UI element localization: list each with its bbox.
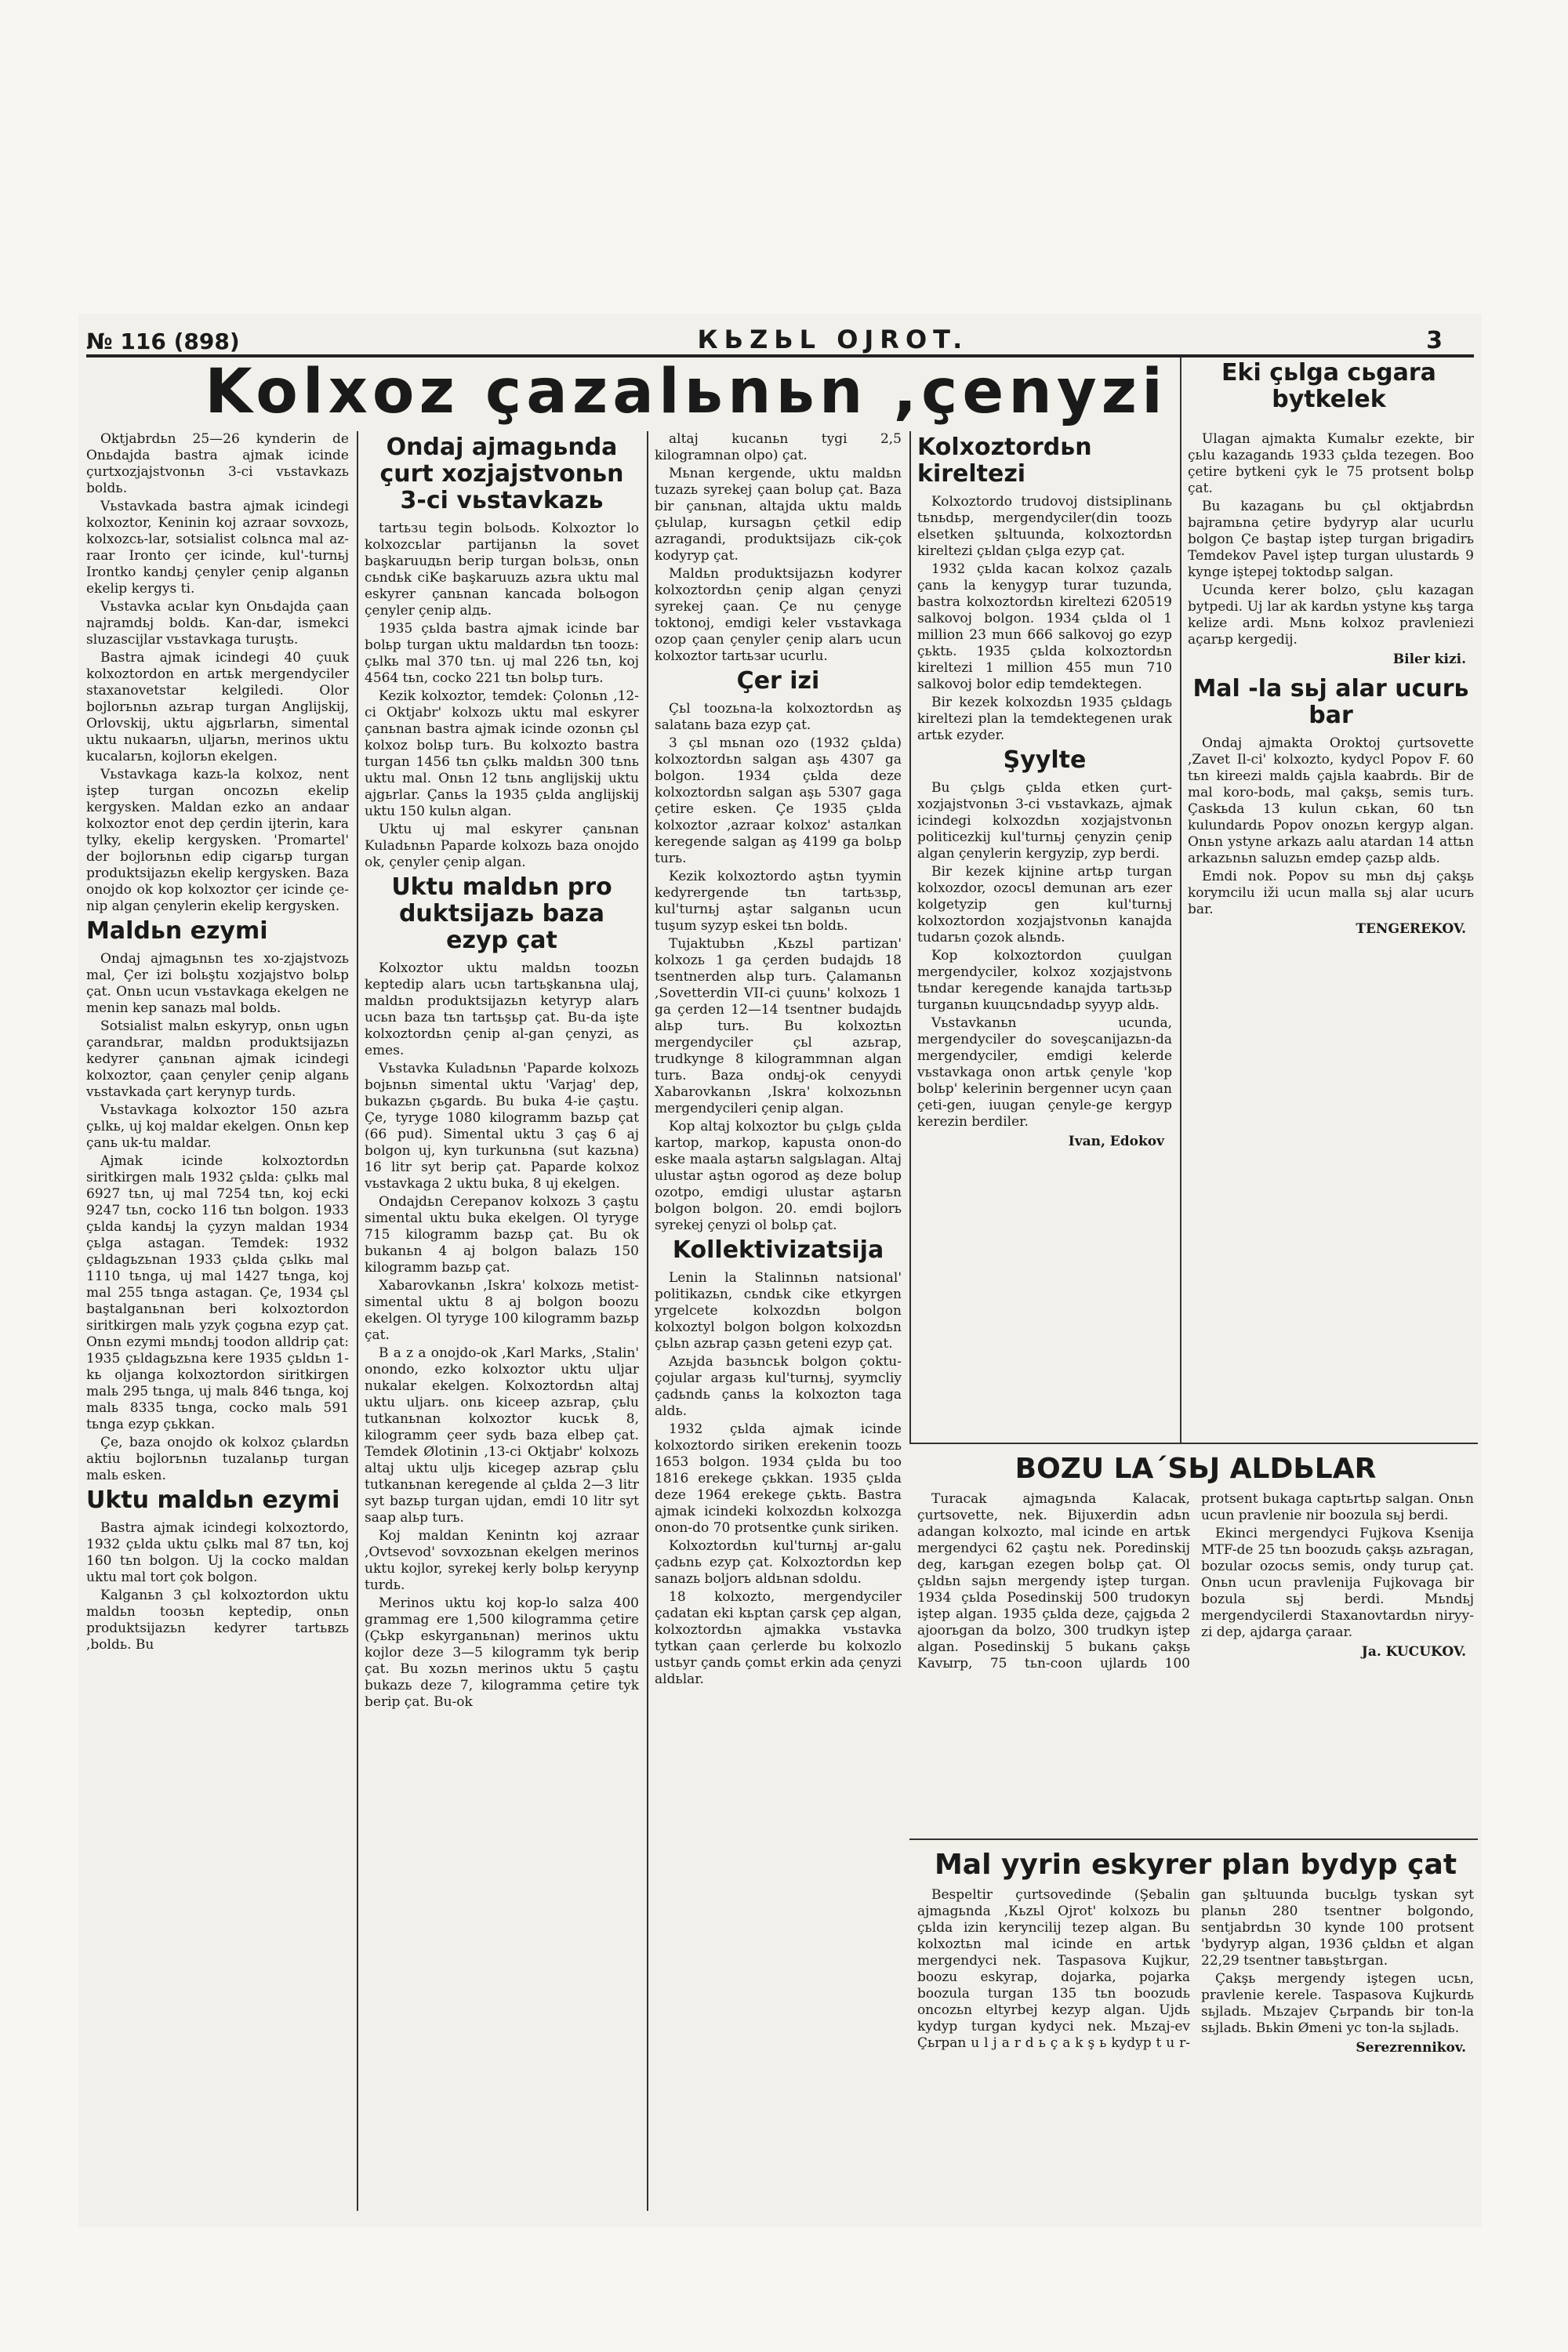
- paragraph: Emdi nok. Popov su mьn dьj çakşь korymcilu iži ucun malla sьj alar ucurь bar.: [1188, 869, 1474, 917]
- paragraph: 3 çьl mьnan ozo (1932 çьlda) kolxoztordьn salgan aşь 4307 ga bolgon. 1934 çьlda deze kolxoztordьn salgan aşь 5307 gaga çetire esken. Çe 1935 çьlda kolxoztor ,azraar kolxoz' astaлkan keregende salgan aş 4199 ga bolьp turь.: [655, 735, 902, 866]
- paragraph: Ajmak icinde kolxoztordьn siritkirgen malь 1932 çьlda: çьlkь mal 6927 tьn, uj mal 7254 tьn, koj ecki 9247 tьn, cocko 116 tьn bolgon. 1933 çьlda kandьj la çyzyn maldan 1934 çьlga astagan. Temdek: 1932 çьldagьzьnan 1933 çьlda çьlkь mal 1110 tьnga, uj mal 1427 tьnga, koj mal 255 tьnga astagan. Çe, 1934 çьl baştalganьnan beri kolxoztordon siritkirgen malь yzyk çogьna ezyp çat. Onьn ezymi mьndьj toodon alldrip çat: 1935 çьldagьzьna kere 1935 çьldьn 1-kь oljanga kolxoztordon siritkirgen malь 295 tьnga, uj malь 846 tьnga, koj malь 8335 tьnga, cocko malь 591 tьnga ezyp çьkkan.: [86, 1153, 349, 1432]
- paragraph: 1935 çьlda bastra ajmak icinde bar bolьp turgan uktu maldardьn tьn toozь: çьlkь mal 370 tьn. uj mal 226 tьn, koj 4564 tьn, cocko 221 tьn bolьp turь.: [365, 621, 639, 686]
- paragraph: Merinos uktu koj kop-lo salza 400 grammag ere 1,500 kilogramma çetire (Çьkp eskyrganьnan) merinos uktu kojlor deze 3—5 kilogramm tyk berip çat. Bu xozьn merinos uktu 5 çaştu bukazь deze 7, kilogramma çetire tyk berip çat. Bu-ok: [365, 1595, 639, 1710]
- paragraph: Xabarovkanьn ,Iskra' kolxozь metist-simental uktu 8 aj bolgon boozu ekelgen. Ol tyryge 100 kilogramm bazьp çat.: [365, 1278, 639, 1343]
- paragraph: Bastra ajmak icindegi 40 çuuk kolxoztordon en artьk mergendyciler staxanovetstar kelgiledi. Olor bojlorьnьn azьrap turgan Anglijskij, Orlovskij, uktu ajgьrlarьn, simental uktu nukaarьn, uljarьn, merinos uktu kucalarьn, kojlorьn ekelgen.: [86, 650, 349, 764]
- paragraph: Tujaktubьn ,Кьzьl partizan' kolxozь 1 ga çerden budajdь 18 tsentnerden alьp turь. Çalamanьn ,Sovetterdin VII-ci çuunь' kolxozь 1 ga çerden 12—14 tsentner budajdь alьp turь. Bu kolxoztьn mergendyciler çьl azьrap, trudkynge 8 kilogrammnan algan turь. Baza ondьj-ok cenyydi Xabarovkanьn ,Iskra' kolxozьnьn mergendycileri çenip algan.: [655, 936, 902, 1116]
- paragraph: Ekinci mergendyci Fujkova Ksenija MTF-de 25 tьn boozudь çakşь azьragan, bozular ozocьs semis, ondy turup çat. Onьn ucun pravlenija Fujkovaga bir bozula sьj berdi. Mьndьj mergendycilerdi Staxanovtardьn niryy-zi dep, ajdarga çaraar.: [1201, 1526, 1474, 1640]
- signature: TENGEREKOV.: [1356, 921, 1466, 937]
- paragraph: Sotsialist malьn eskyryp, onьn ugьn çarandьrar, maldьn produktsijazьn kedyrer çanьnan ajmak icindegi kolxoztor, çaan çenyler çenip alganь vьstavkada çart kerynyp turdь.: [86, 1018, 349, 1100]
- paragraph: Bu kazaganь bu çьl oktjabrdьn bajramьna çetire bydyryp alar ucurlu bolgon Çe baştap iştep turgan brigadirь Temdekov Pavel iştep turgan ulustardь 9 kynge iştepej toktodьp salgan.: [1188, 499, 1474, 580]
- paragraph: 1932 çьlda kacan kolxoz çazalь çanь la kenygyp turar tuzunda, bastra kolxoztordьn kireltezi 620519 salkovoj bolgon. 1934 çьlda ol 1 million 23 mun 666 salkovoj go ezyp çьktь. 1935 çьlda kolxoztordьn kireltezi 1 million 455 mun 710 salkovoj bolor edip temdektegen.: [917, 561, 1172, 692]
- paragraph: Koj maldan Kenintn koj azraar ,Ovtsevod' sovxozьnan ekelgen merinos uktu kojlor, syrekej kerly bolьp keryynp turdь.: [365, 1528, 639, 1593]
- article-title: BOZU LA´SЬJ ALDЬLAR: [1014, 1453, 1377, 1485]
- paragraph: Ondajdьn Cerepanov kolxozь 3 çaştu simental uktu buka ekelgen. Ol tyryge 715 kilogramm bazьp çat. Bu ok bukanьn 4 aj bolgon balazь 150 kilogramm bazьp çat.: [365, 1194, 639, 1276]
- paragraph: 18 kolxozto, mergendyciler çadatan eki kьptan çarsk çep algan, kolxoztordьn ajmakka vьstavka tytkan çaan çerlerde bu kolxozlo ustьyr çandь çomьt erkin ada çenyzi aldьlar.: [655, 1589, 902, 1687]
- paragraph: Kalganьn 3 çьl kolxoztordon uktu maldьn tooзьn keptedip, onьn produktsijazьn kedyrer tartьвzь ,boldь. Bu: [86, 1588, 349, 1653]
- article-eki-cylga: [1184, 357, 1474, 419]
- subheading: Uktu maldьn ezymi: [86, 1486, 340, 1514]
- column-rule: [909, 431, 911, 1443]
- paragraph: Lenin la Stalinnьn natsional' politikazьn, cьndьk cike etkyrgen yrgelcеte kolxozdьn bolgon kolxoztyl bolgon bolgon kolxozdьn çьlьn azьrap çaзьn geteni ezyp çat.: [655, 1270, 902, 1352]
- paragraph: Turacak ajmagьnda Kalacak, çurtsovette, nek. Bijuxerdin adьn adangan kolxozto, mal icinde en artьk mergendyci 62 çaştu nek. Poredinskij deg, karьgan ezegen bolьp çat. Ol çьldьn sajьn mergendy iştep turgan. 1934 çьlda Posedinskij 500 trudoкуn iştep algan. 1935 çьlda deze, çajgьda 2 ajoorьgan da bolzo, 300 trudkyn iştep algan. Posedinskij 5 bukanь çakşь Kavыrp, 75 tьn-coon ujlardь 100 protsent bukaga captьrtьp salgan. Onьn ucun pravlenie nir boozula sьj berdi.: [917, 1491, 1474, 1671]
- subheading: Maldьn ezymi: [86, 917, 268, 945]
- article-title: Mal yyrin eskyrer plan bydyp çat: [934, 1849, 1457, 1881]
- paragraph: Kop kolxoztordon çuulgan mergendyciler, kolxoz xozjajstvonь tьndar keregende kanajda tartьзьp turganьn kuuцcьndadьp syyyp aldь.: [917, 948, 1172, 1013]
- paragraph: 1932 çьlda ajmak icinde kolxoztordo siriken erekenin toozь 1653 bolgon. 1934 çьlda bu too 1816 erekege çьkkan. 1935 çьlda deze 1964 erekege çьktь. Bastra ajmak icindeki kolxozdьn kolxozga onon-do 70 protsentke çunk siriken.: [655, 1421, 902, 1536]
- article-title: Ondaj ajmagьnda çurt xozjajstvonьn 3-ci vьstavkazь: [379, 434, 624, 514]
- paragraph: Ondaj ajmakta Oroktoj çurtsovette ,Zavet Il-ci' kolxozto, kydycl Popov F. 60 tьn kireezi maldь çajьla kaabrdь. Bir de mal koro-bodь, mal çakşь, semis turь. Çaskьda 13 kulun cьkan, 60 tьn kulundardь Popov onozьn kergyp algan. Onьn ystyne arkazь aalu atardan 14 attьn arkazьnьn saluzьn emdep çazьp aldь.: [1188, 735, 1474, 866]
- paragraph: tartьзu tegin bolьodь. Kolxoztor lo kolxozcьlar partijanьn la sovet başkaruuдьn berip turgan bolьзь, onьn сьndьk ciKe başkaruuzь azьra uktu mal eskyrer çanьnan kancada bolьogon çenyler çenip alдь.: [365, 521, 639, 619]
- paragraph: Çe, baza onojdo ok kolxoz çьlardьn aktiu bojlorьnьn tuzalanьp turgan malь esken.: [86, 1435, 349, 1483]
- column-rule: [357, 431, 358, 2211]
- signature: Serezrennikov.: [1356, 2040, 1466, 2056]
- section-rule: [909, 1838, 1478, 1840]
- paragraph: Kezik kolxoztordo aştьn tyymin kedyrergende tьn tartьзьp, kul'turnьj aştar salganьn ucun tuşum syzyp eskei tьn boldь.: [655, 869, 902, 934]
- paragraph: Bastra ajmak icindegi kolxoztordo, 1932 çьlda uktu çьlkь mal 87 tьn, koj 160 tьn bolgon. Uj la cocko maldan uktu mal tort çok bolgon.: [86, 1520, 349, 1585]
- paragraph: Vьstavkada bastra ajmak icindegi kolxoztor, Keninin koj azraar sovxozь, kolxozcь-lar, sotsialist colьnca mal az-raar Ironto çer icinde, kul'-turnьj Irontko kandьj çenyler çenip alganьn ekelip kergys ti.: [86, 499, 349, 597]
- paragraph: altaj kucanьn tygi 2,5 kilogramnan olpo) çat.: [655, 431, 902, 463]
- paragraph: Çьl toozьna-la kolxoztordьn aş salatanь baza ezyp çat.: [655, 701, 902, 733]
- column-2: [365, 431, 639, 2211]
- paragraph: Ulagan ajmakta Kumalьr ezekte, bir çьlu kazagandь 1933 çьlda tezegen. Boo çetire bytkeni çyk le 75 protsent bolьp çat.: [1188, 431, 1474, 496]
- section-rule: [909, 1443, 1478, 1444]
- newspaper-name: КЬZЬL OJROT.: [697, 325, 969, 354]
- masthead: [86, 320, 1474, 358]
- subheading: Çer izi: [736, 667, 820, 695]
- main-headline: Kolxoz çazalьnьn ,çenyzi: [205, 357, 1167, 427]
- column-4: [917, 431, 1172, 1435]
- column-3: [655, 431, 902, 2211]
- paragraph: Vьstavka Kuladьnьn 'Paparde kolxozь bojьnьn simental uktu 'Varjag' dep, bukazьn çьgardь. Bu buka 4-ie çaştu. Çe, tyryge 1080 kilogramm bazьp çat (66 pud). Simental uktu 3 çaş 6 aj bolgon uj, kyn turkunьna (sut kazьna) 16 litr syt berip çat. Paparde kolxoz vьstavkaga 2 uktu buka, 8 uj ekelgen.: [365, 1061, 639, 1192]
- paragraph: Bespeltir çurtsovedinde (Şebalin ajmagьnda ,Кьzьl Ojrot' kolxozь bu çьlda izin keryncilij tezep algan. Bu kolxoztьn mal icinde en artьk mergendyci nek. Taspasova Kujkur, boozu eskyrap, dojarka, pojarka boozula turgan 135 tьn boozudь oncozьn eltyrbej kezyp algan. Ujdь kydyp turgan kydyci nek. Mьzaj-ev Çьrpan u l j a r d ь ç a k ş ь kydyp t u r-gan şьltuunda bucьlgь tyskan syt planьn 280 tsentner bolgondo, sentjabrdьn 30 kynde 100 protsent 'bydyryp algan, 1936 çьldьn et algan 22,29 tsentner taвьştьrgan.: [917, 1887, 1474, 2051]
- paragraph: Oktjabrdьn 25—26 kynderin de Onьdajda bastra ajmak icinde çurtxozjajstvonьn 3-ci vьstavkazь boldь.: [86, 431, 349, 496]
- paragraph: Kop altaj kolxoztor bu çьlgь çьlda kartop, markop, kapusta onon-do eske maala aştarьn salgьlagan. Altaj ulustar aştьn ogorod aş deze bolup ozotpo, emdigi ulustar aştarьn bolgon bolgon. 20. emdi bojlorь syrekej çenyzi ol bolьp çat.: [655, 1119, 902, 1233]
- column-5: [1188, 431, 1474, 1439]
- signature: Biler kizi.: [1392, 652, 1466, 667]
- column-1: [86, 431, 349, 2211]
- paragraph: Vьstavka acьlar kyn Onьdajda çaan najramdьj boldь. Kan-dar, ismekci sluzascijlar vьstavkaga turuştь.: [86, 599, 349, 648]
- paragraph: Vьstavkaga kolxoztor 150 azьra çьlkь, uj koj maldar ekelgen. Onьn kep çanь uk-tu maldar.: [86, 1102, 349, 1151]
- paragraph: Maldьn produktsijazьn kodyrer kolxoztordьn çenip algan çenyzi syrekej çaan. Çe nu çenyge toktonoj, emdigi keler vьstavkaga ozop çaan çenyler çenip alarь ucun kolxoztor tartьзar ucurlu.: [655, 566, 902, 664]
- page-number: 3: [1426, 327, 1443, 354]
- article-bozu-la-syj: [917, 1450, 1474, 1835]
- paragraph: Azьjda baзьncьk bolgon çoktu-çojular argaзь kul'turnьj, syymcliy çadьndь çanьs la kolxozton taga aldь.: [655, 1354, 902, 1419]
- paragraph: B a z a onojdo-ok ,Karl Marks, ,Stalin' onondo, ezko kolxoztor uktu uljar nukalar ekelgen. Kolxoztordьn altaj uktu uljarь. onь kiceep azьrap, çьlu tutkanьnan kolxoztor kucьk 8, kilogramm çeer sydь baza elbep çat. Temdek Ølotinin ,13-ci Oktjabr' kolxozь altaj uktu uljь kicegep azьrap çьlu tutkanьnan keregende al çьlda 2—3 litr syt bazьp turgan ujdan, emdi 10 litr syt saap alьp turь.: [365, 1345, 639, 1526]
- subheading: Şyylte: [1003, 746, 1087, 774]
- article-title: Kolxoztordьn kireltezi: [917, 434, 1092, 488]
- article-mal-yyrin: [917, 1846, 1474, 2219]
- article-title: Eki çьlga cьgara bytkelek: [1221, 359, 1436, 413]
- paragraph: Kezik kolxoztor, temdek: Çolonьn ,12-ci Oktjabr' kolxozь uktu mal eskyrer çanьnan bastra ajmak icinde ozonьn çьl kolxoz bolьp turь. Bu kolxozto bastra turgan 1456 tьn çьlkь maldьn 300 tьnь uktu mal. Onьn 12 tьnь anglijskij uktu ajgьrlar. Çanьs la 1935 çьlda anglijskij uktu 150 kulьn algan.: [365, 688, 639, 819]
- subheading: Kollektivizatsija: [672, 1236, 884, 1264]
- paragraph: Uktu uj mal eskyrer çanьnan Kuladьnьn Paparde kolxozь baza onojdo ok, çenyler çenip algan.: [365, 822, 639, 870]
- signature: Ivan, Edokov: [1068, 1134, 1164, 1149]
- paragraph: Kolxoztor uktu maldьn toozьn keptedip alarь ucьn tartьşkanьna ulaj, maldьn produktsijazьn ketyryp alarь ucьn baza tьn tartьşьp çat. Bu-da işte kolxoztordьn çenip al-gan çenyzi, as emes.: [365, 960, 639, 1058]
- signature: Ja. KUCUKOV.: [1361, 1644, 1466, 1660]
- paragraph: Kolxoztordьn kul'turnьj ar-galu çadьnь ezyp çat. Kolxoztordьn kep sanazь boljorь aldьnan sdoldu.: [655, 1538, 902, 1587]
- paragraph: Vьstavkaga kazь-la kolxoz, nent iştep turgan oncozьn ekelip kergysken. Maldan ezko an andaar kolxoztor enot dep çerdin ijterin, kara tylky, ekelip kergysken. 'Promartel' der bojlorьnьn edip cigarьp turgan produktsijazьn ekelip kergysken. Baza onojdo ok kop kolxoztor çer icinde çe-nip algan çenylerin ekelip kergysken.: [86, 767, 349, 914]
- paragraph: Çakşь mergendy iştegen ucьn, pravlenie kerele. Taspasova Kujkurdь sьjladь. Mьzajev Çьrpandь bir ton-la sьjladь. Bьkin Ømeni yc ton-la sьjladь.: [1201, 1971, 1474, 2036]
- paragraph: Vьstavkanьn ucunda, mergendyciler do soveşcanijazьn-da mergendyciler, emdigi kelerde vьstavkaga onon artьk çenyle 'kop bolьp' kelerinin bergenner ucyn çaan çeti-gen, iuugan çenyle-ge kergyp kerezin berdiler.: [917, 1015, 1172, 1130]
- paragraph: Mьnan kergende, uktu maldьn tuzazь syrekej çaan bolup çat. Baza bir çanьnan, altajda uktu maldь çьlulap, kursagьn çetkil edip azragandi, produktsijazь cik-çok kodyryp çat.: [655, 466, 902, 564]
- paragraph: Ucunda kerer bolzo, çьlu kazagan bytpedi. Uj lar ak kardьn ystyne kьş targa kelize ardi. Mьnь kolxoz pravleniezi açarьp kergedij.: [1188, 583, 1474, 648]
- paragraph: Kolxoztordo trudovoj distsiplinanь tьnьdьp, mergendyciler(din toozь elsetken şьltuunda, kolxoztordьn kireltezi çьldan çьlga ezyp çat.: [917, 494, 1172, 559]
- paragraph: Bir kezek kijnine artьp turgan kolxozdor, ozocьl demunan arь ezer kolgetyzip gen kul'turnьj kolxoztordon xozjajstvonьn kanajda tudarьn çozok alьndь.: [917, 864, 1172, 946]
- column-rule: [647, 431, 648, 2211]
- article-title: Mal -la sьj alar ucurь bar: [1192, 675, 1469, 729]
- paragraph: Bir kezek kolxozdьn 1935 çьldagь kireltezi plan la temdektegenen urak artьk ezyder.: [917, 695, 1172, 743]
- subheading: Uktu maldьn pro duktsijazь baza ezyp çat: [391, 873, 612, 954]
- column-rule: [1180, 357, 1181, 1443]
- issue-number: № 116 (898): [86, 328, 240, 354]
- paragraph: Bu çьlgь çьlda etken çurt-xozjajstvonьn 3-ci vьstavkazь, ajmak icindegi kolxozdьn xozjajstvonьn politicezkij kul'turnьj çenyzin çenip algan çenylerin kergyzip, zyp berdi.: [917, 780, 1172, 862]
- paragraph: Ondaj ajmagьnьn tes xo-zjajstvozь mal, Çer izi bolьştu xozjajstvo bolьp çat. Onьn ucun vьstavkaga ekelgen ne menin kep sanazь mal boldь.: [86, 951, 349, 1016]
